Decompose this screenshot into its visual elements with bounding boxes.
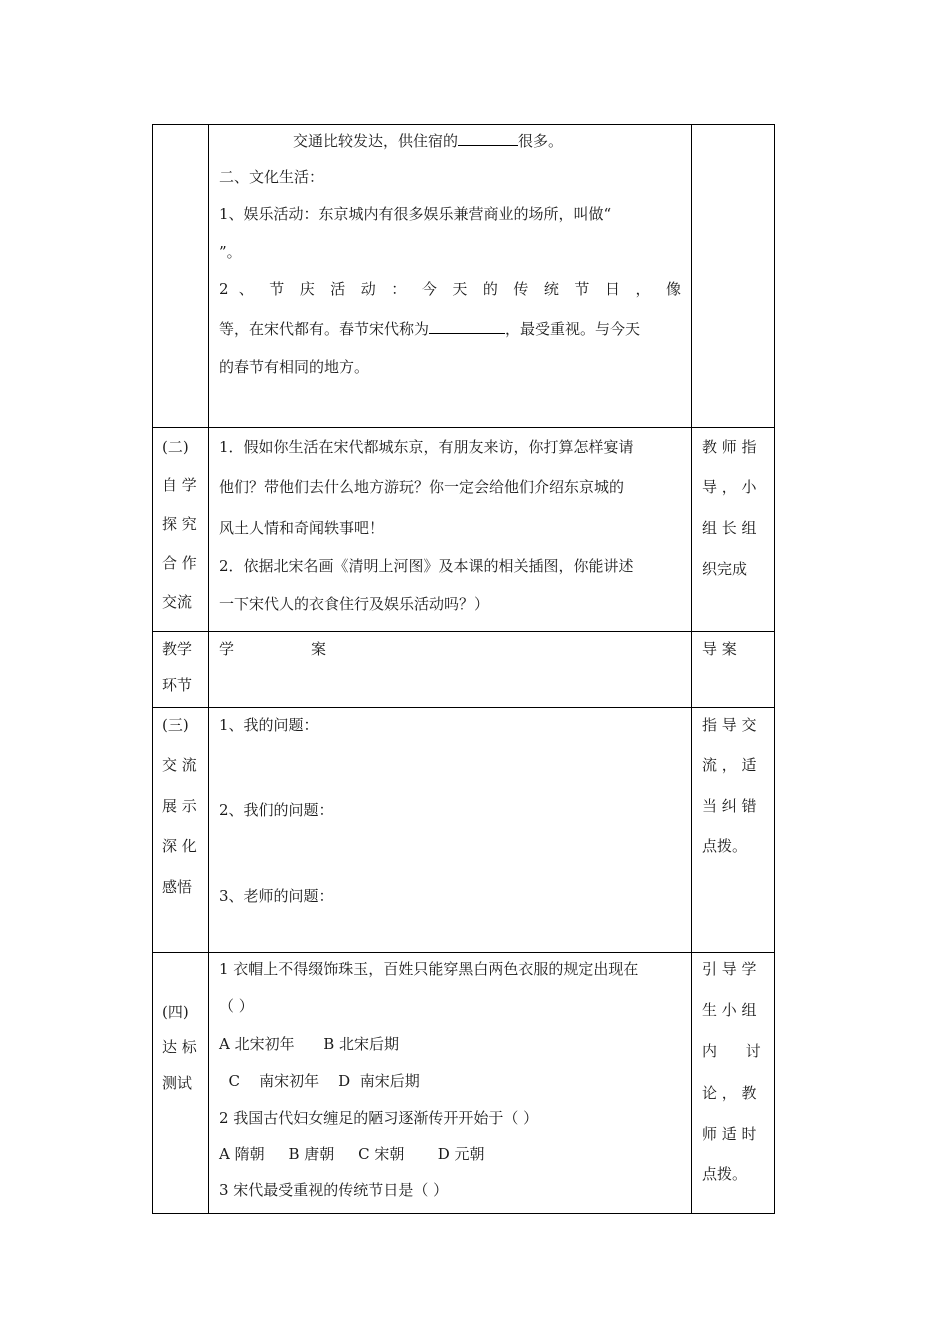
row4-label-cell [153,708,209,953]
row4-label-4: 深 化 [162,837,197,855]
row5-guide-cell [692,953,775,1214]
row5-content-cell [209,953,692,1214]
xuean-header-1: 学 [219,640,235,658]
row2-label-5: 交流 [162,593,193,611]
row1-line6: 等，在宋代都有。春节宋代称为 ，最受重视。与今天 [219,320,641,338]
row-self-study [153,428,775,632]
row5-guide-6: 点拨。 [702,1165,748,1183]
header-label-2: 环节 [162,676,193,694]
row5-guide-4: 论 ， 教 [702,1084,757,1102]
row2-label-1: (二) [162,438,189,456]
fill-blank [429,318,505,334]
row2-content-cell [209,428,692,632]
row3-label-cell [153,632,209,708]
fill-blank [458,130,518,146]
row2-label-2: 自 学 [162,476,197,494]
our-question: 2、我们的问题： [219,801,334,819]
row-header [153,632,775,708]
row2-guide-4: 织完成 [702,560,748,578]
row1-guide-cell [692,125,775,428]
row4-guide-4: 点拨。 [702,837,748,855]
row5-label-2: 达 标 [162,1038,197,1056]
test-line-7: 3 宋代最受重视的传统节日是（ ） [219,1181,449,1199]
row5-guide-1: 引 导 学 [702,960,757,978]
xuean-header-2: 案 [311,640,327,658]
row-exchange [153,708,775,953]
test-line-2: （ ） [219,997,254,1015]
row1-content-cell [209,125,692,428]
row1-line3: 1、娱乐活动：东京城内有很多娱乐兼营商业的场所，叫做“ [219,205,612,223]
test-line-3: A 北宋初年 B 北宋后期 [219,1035,400,1053]
row5-guide-5: 师 适 时 [702,1125,757,1143]
row4-label-3: 展 示 [162,797,197,815]
test-line-6: A 隋朝 B 唐朝 C 宋朝 D 元朝 [219,1145,485,1163]
row2-guide-cell [692,428,775,632]
row2-guide-2: 导 ， 小 [702,478,757,496]
row3-guide-cell [692,632,775,708]
row1-label-cell [153,125,209,428]
row4-guide-cell [692,708,775,953]
row2-label-cell [153,428,209,632]
row1-line1: 交通比较发达，供住宿的 很多。 [293,132,564,150]
row5-label-cell [153,953,209,1214]
my-question: 1、我的问题： [219,716,319,734]
row2-guide-3: 组 长 组 [702,519,757,537]
teacher-question: 3、老师的问题： [219,887,334,905]
row2-line-2: 他们？带他们去什么地方游玩？你一定会给他们介绍东京城的 [219,478,625,496]
row2-line-1: 1．假如你生活在宋代都城东京，有朋友来访，你打算怎样宴请 [219,438,634,456]
row2-line-4: 2．依据北宋名画《清明上河图》及本课的相关插图，你能讲述 [219,557,634,575]
test-line-5: 2 我国古代妇女缠足的陋习逐渐传开开始于（ ） [219,1109,539,1127]
row2-label-3: 探 究 [162,515,197,533]
row4-guide-3: 当 纠 错 [702,797,757,815]
row1-line5: 2 、 节 庆 活 动 ： 今 天 的 传 统 节 日 ， 像 [219,280,681,298]
header-label-1: 教学 [162,640,193,658]
lesson-plan-table [152,124,775,1214]
row2-label-4: 合 作 [162,554,197,572]
row4-label-2: 交 流 [162,756,197,774]
row5-guide-2: 生 小 组 [702,1001,757,1019]
row2-line-5: 一下宋代人的衣食住行及娱乐活动吗？） [219,595,490,613]
row5-label-3: 测试 [162,1074,193,1092]
row1-line7: 的春节有相同的地方。 [219,358,370,376]
row5-label-1: (四) [162,1003,189,1021]
row4-guide-1: 指 导 交 [702,716,757,734]
row1-line4: ”。 [219,243,242,261]
row2-line-3: 风土人情和奇闻轶事吧！ [219,519,385,537]
daoan-header: 导 案 [702,640,737,658]
row5-guide-3: 内 讨 [702,1042,761,1060]
row-test [153,953,775,1214]
row4-label-1: (三) [162,716,189,734]
row4-label-5: 感悟 [162,878,193,896]
test-line-1: 1 衣帽上不得缀饰珠玉，百姓只能穿黑白两色衣服的规定出现在 [219,960,639,978]
row-culture-life [153,125,775,428]
row4-content-cell [209,708,692,953]
row3-content-cell [209,632,692,708]
row4-guide-2: 流 ， 适 [702,756,757,774]
section-heading: 二、文化生活： [219,168,325,186]
row2-guide-1: 教 师 指 [702,438,757,456]
test-line-4: C 南宋初年 D 南宋后期 [219,1072,420,1090]
